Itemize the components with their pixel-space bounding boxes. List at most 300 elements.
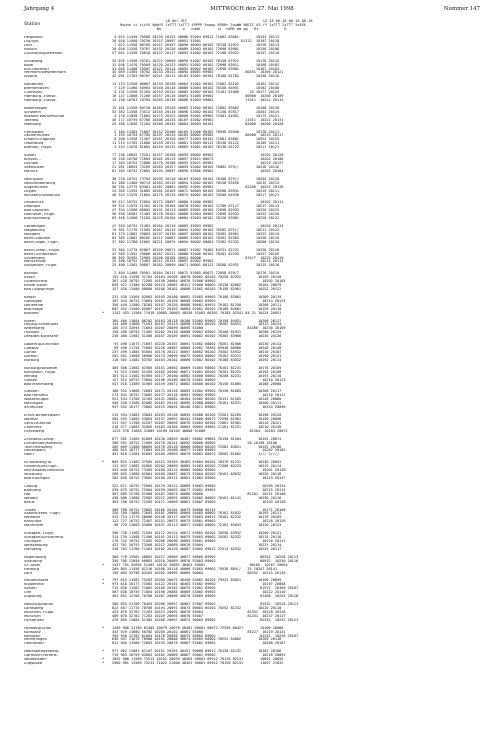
station-name: Lüdenscheid xyxy=(24,280,48,284)
observation-code: 607 452 11560 62007 10137 20103 40084 51002 60102 70188 84601 10159 20110 xyxy=(112,306,282,311)
observation-code: 273 542 16752 73602 10177 20110 40091 50002 69902 10216 20121 xyxy=(112,393,286,398)
observation-code: 7 129 11460 50904 10140 20118 40080 52004 60102 70158 84951 10182 20108 xyxy=(112,86,280,91)
observation-code: 461 852 12780 70706 10207 20096 40070 55005 69902 81408 10225 20118 xyxy=(112,594,299,599)
station-name: Memmingen xyxy=(24,638,47,642)
station-name: Wittenberg xyxy=(24,327,45,331)
station-marker: * xyxy=(102,657,105,662)
station-name: Ueckermünde xyxy=(24,134,50,138)
observation-code: 38 270 16752 73704 10195 20110 40103 52002 60102 70108 879// 10204 20120 xyxy=(112,176,280,181)
station-name: Konstanz xyxy=(24,630,41,634)
station-name: Norderney xyxy=(24,83,44,87)
station-name: Zinnwald-Georg. xyxy=(24,437,55,441)
observation-code: 96 729 11683 53006 10197 20113 40077 52003 60002 72181 83843 10220 20123 xyxy=(112,523,282,528)
observation-code: 265 609 11580 60605 10178 20110 40066 50003 60102 72582 83831 10192 20108 xyxy=(112,444,282,449)
date-label: MITTWOCH den 27. Mai 1998 xyxy=(210,6,294,12)
observation-code: 0 200 11558 71307 10187 20120 40077 51003 60102 71081 83801 10224 20125 xyxy=(112,137,280,142)
table-row xyxy=(24,406,484,410)
observation-code: 4 015 11450 70508 10139 20122 40086 52004 69912 71082 83801 10153 20113 xyxy=(112,35,280,39)
observation-code: 37 382 11780 52002 10221 20074 40094 50002 60002 75382 82332 10266 20134 xyxy=(112,239,280,244)
observation-code: 98 393 32992 72903 10200 20104 40091 50000 870/7 10225 20119 xyxy=(112,255,284,260)
station-name: Braunlage xyxy=(24,307,43,311)
station-name: Hannover, Flugh. xyxy=(24,213,56,217)
table-row xyxy=(24,383,484,387)
station-name: Meiningen xyxy=(24,402,44,406)
observation-code: 453 646 16752 73405 10160 20112 40085 50002 69902 10201 20120 xyxy=(112,468,286,473)
station-name: Brocken xyxy=(24,311,39,315)
observation-code: 111 637 11682 52002 10202 20099 40083 51003 60102 72308 82233 10215 20114 xyxy=(112,464,282,469)
observation-code: 231 438 11564 62002 10163 20106 40082 52003 69902 70108 83901 10209 20119 xyxy=(112,294,282,299)
observation-code: 396 738 11582 71204 10172 20124 40071 53003 60102 70258 83932 10200 20121 xyxy=(112,531,282,536)
table-row xyxy=(24,312,484,316)
station-name: Wendelstein xyxy=(24,658,47,662)
station-name: Schleswig xyxy=(24,59,43,63)
station-name: Aachen xyxy=(24,354,38,358)
station-name: Trier-Petrisberg xyxy=(24,445,52,449)
station-name: Landsberg xyxy=(24,606,44,610)
observation-code: 2960 981 11589 75212 11022 21008 48421 56001 69912 70128 82131 11027 21032 xyxy=(112,661,284,666)
station-name: Chemnitz xyxy=(24,425,42,429)
observation-code: 77 236 16652 73201 10157 20120 40095 50002 69902 10192 20120 xyxy=(112,153,284,158)
station-name: Bad Hersfeld xyxy=(24,394,48,398)
observation-code: 21 261 16654 73209 10183 20127 40093 52002 60102 76082 879// 10218 20116 xyxy=(112,164,280,169)
station-name: Weinbiet xyxy=(24,516,41,520)
station-marker: * xyxy=(102,661,105,666)
station-name: Hamburg.-Fuhlsb. xyxy=(24,95,57,99)
station-name: Augsburg xyxy=(24,595,42,599)
station-marker: * xyxy=(102,625,105,630)
station-name: Arkona xyxy=(24,75,37,79)
station-name: Mendig xyxy=(24,374,38,378)
observation-code: 31 046 11468 70507 10121 20114 40092 50002 60102 72698 83902 10167 20103 xyxy=(112,66,280,71)
station-name: Freudenstadt xyxy=(24,579,49,583)
observation-code: 977 962 11681 61107 10151 20101 48451 50006 69912 70138 82132 10162 20106 xyxy=(112,649,282,654)
observation-code: 567 838 16759 71004 10196 20085 40069 53002 69902 10222 20110 xyxy=(112,590,286,595)
table-row xyxy=(24,453,484,457)
table-row xyxy=(24,335,484,339)
station-name: Hamburg.-Fuhlsb. xyxy=(24,99,57,102)
observation-code: 95 317 16752 72004 10172 20097 40080 51006 69902 10192 20111 xyxy=(112,200,284,205)
station-name: Oschatz xyxy=(24,331,39,335)
station-name: Bad Lippspringe xyxy=(24,288,54,291)
observation-code: 485 506 11682 61905 10151 20082 40069 51003 60002 70181 81231 10176 20109 xyxy=(112,365,282,370)
station-name: Emden-Flugplatz xyxy=(24,138,56,142)
station-name: Brüssel... xyxy=(24,158,42,162)
station-name: Bad Kissingen xyxy=(24,477,50,480)
station-name: Sohlen xyxy=(24,587,37,591)
observation-code: 314 739 11588 71406 10191 20113 40075 54003 69002 70282 82332 10215 20118 xyxy=(112,535,282,540)
observation-code: 47 334 11560 60803 10191 20113 40082 53001 60102 72058 82933 10220 20125 xyxy=(112,208,280,213)
observation-code: 69 496 11794 71603 10226 20087 40089 52002 70382 85948 80900 10248 20140 xyxy=(112,346,282,351)
station-name: Berus xyxy=(24,500,35,504)
station-name: Schwerin xyxy=(24,110,41,114)
observation-code: 797 815 11582 75203 10205 20075 48458 53002 60102 79522 85051 10190 20099 xyxy=(112,578,282,583)
observation-code: 2 184 11465 71007 10152 20100 40105 51006 60102 76938 85940 10178 20111 xyxy=(112,129,280,134)
observation-code: 636 947 11675 70906 10191 20088 40074 55004 60902 70252 84802 10205 20118 xyxy=(112,637,282,642)
observation-code: 27 031 11558 70818 10137 20117 40093 51002 60102 72198 83922 10157 20116 xyxy=(112,50,280,55)
station-name: Michelstadt/Vielbrunn xyxy=(24,469,65,473)
column-header-line-1: 18 Uhr UTC 12-18 06-18 06-18 06-18 xyxy=(120,19,313,23)
table-row xyxy=(24,662,484,666)
station-name: Bremen, Flugh. xyxy=(24,146,53,150)
station-name: Angermünde xyxy=(24,185,48,189)
station-name: Hohenpeissenberg xyxy=(24,650,59,654)
observation-code: 186 532 11668 72603 10173 20110 40083 51002 69902 70158 81805 10208 20117 xyxy=(112,389,282,394)
station-marker: * xyxy=(102,582,105,587)
station-name: Dresden-Klotzsche xyxy=(24,335,59,339)
station-name: Magdeburg xyxy=(24,228,45,232)
observation-code: 315 554 11683 33003 10163 20136 40093 52008 60102 72581 82205 10196 20120 xyxy=(112,413,282,417)
issue-number: Nummer 147 xyxy=(443,6,480,12)
station-name: Cottbus xyxy=(24,347,39,351)
station-name: Oldenburg xyxy=(24,142,44,146)
station-name: Bocholt xyxy=(24,272,38,276)
observation-code: 167 444 16752 73004 10161 20120 40090 50002 69902 10214 20125 xyxy=(112,298,286,303)
station-name: Hof xyxy=(24,492,31,496)
observation-code: 380 853 31780 70403 10200 20097 40081 57007 69902 81332 10228 20111 xyxy=(112,602,299,606)
observation-code: 937 552 16177 73002 10115 20091 48446 53011 69902 10154 20096 xyxy=(112,405,286,410)
table-row xyxy=(24,548,484,552)
table-row xyxy=(24,642,484,646)
observation-code: 269 803 11458 81216 10166 20118 40066 51003 69902 79538 889// 25 10207 20141 xyxy=(112,566,278,571)
observation-code: 839 427 11386 62208 10119 20081 48421 51000 60602 70138 82602 10164 20079 xyxy=(112,283,282,288)
station-name: Husum xyxy=(24,47,37,51)
station-name: Neuburg/Donau xyxy=(24,603,54,606)
observation-code: 719 963 16759 63003 10182 20089 40067 53001 69902 10216 20091 xyxy=(112,653,286,658)
station-name: Feldberg/Schw. xyxy=(24,626,52,630)
observation-code: 202 501 11688 50906 10173 20099 40072 50004 60002 70181 83231 10190 20121 xyxy=(112,353,282,358)
observation-code: 366 776 12982 40802 10227 20089 40077 56005 69902 80332 10228 20113 xyxy=(112,554,299,559)
station-name: Kahler Asten xyxy=(24,284,48,288)
station-name: München xyxy=(24,614,41,618)
observation-code: 81 379 11862 70603 10197 20130 40097 50003 60102 70382 85961 10222 20119 xyxy=(112,231,280,236)
station-name: Stuttgart, Flugh. xyxy=(24,532,55,536)
observation-code: 84 385 11862 80202 10211 20087 40089 52003 60102 70282 84363 10228 20118 xyxy=(112,235,280,240)
observation-code: 921 544 11780 32105 10141 20082 48484 52002 60102 70151 81505 10146 20088 xyxy=(112,397,282,402)
station-name: Kiel-Holtenau xyxy=(24,67,49,71)
observation-code: 450 548 11580 62002 10161 20116 40092 52008 60002 70181 82531 10200 20111 xyxy=(112,401,282,406)
observation-code: 14 156 16703 70704 10169 20136 40086 51003 69002 11911 10222 20113 xyxy=(112,98,284,102)
station-name: Saarbrücken, Flugh. xyxy=(24,512,61,516)
observation-code: 56 291 12775 63401 10187 20081 40092 51001 69902 82206 10224 20126 xyxy=(112,184,284,189)
station-name: Gr. Arber xyxy=(24,563,41,567)
station-name: Osnabrück xyxy=(24,201,44,205)
observation-code: 79 361 11770 71503 10167 20114 40092 51002 60102 70282 875// 10211 20122 xyxy=(112,227,280,232)
station-name: Berlin-Tegel, Flugh. xyxy=(24,240,59,244)
station-name: Doberlug-Kirchhain xyxy=(24,343,60,347)
observation-code: 453 870 32782 71203 10223 20092 40070 55004 81331 10228 20118 xyxy=(112,609,286,614)
table-row xyxy=(24,52,484,56)
observation-code: 812 948 11560 72603 10193 20078 40067 53002 69902 10200 20107 xyxy=(112,641,286,646)
station-name: Köln/Bonn, Flugh. xyxy=(24,370,57,374)
observation-code: 237 499 11885 61004 10176 20122 40097 50002 60102 70382 84932 10216 20107 xyxy=(112,350,282,354)
observation-code: 19 240 16758 72004 10161 20113 40097 53011 60072 10202 20108 xyxy=(112,157,284,162)
observation-code: 56 338 16582 71405 10178 20101 40080 52004 60902 72098 82932 10222 20126 xyxy=(112,212,280,217)
station-name: Marnitz xyxy=(24,169,38,173)
observation-code: 156 805 32790 63203 10202 20095 40069 50004 80332 10215 20110 xyxy=(112,570,286,575)
table-row xyxy=(24,501,484,505)
station-name: Greifswald xyxy=(24,130,44,134)
observation-code: 1832 966 11589 75512 10102 20039 48463 56001 69912 70128 82131 10091 20055 xyxy=(112,657,284,662)
station-name: Lingen xyxy=(24,189,37,193)
observation-code: 418 577 11683 31005 10183 20104 40003 50003 69902 71181 81231 10210 20138 xyxy=(112,424,282,429)
observation-code: 150 480 16752 71402 10202 20116 40088 50002 69902 70108 81931 10206 20129 xyxy=(112,330,282,335)
volume-label: Jahrgang 4 xyxy=(24,6,55,12)
station-name: Neuruppin xyxy=(24,177,44,181)
table-row xyxy=(24,288,484,292)
station-name: Nürburg/Barweiler xyxy=(24,366,58,370)
table-row xyxy=(24,572,484,576)
observation-code: 1490 908 31780 81405 10079 20076 48461 56001 60072 72558 86427 10106 20066 xyxy=(112,625,284,630)
observation-code: 282 658 16752 73602 10196 20121 40081 51003 69902 10219 20127 xyxy=(112,476,286,480)
table-row xyxy=(24,359,484,363)
station-name: Ell.Bolzberg/Ta. xyxy=(24,461,53,465)
observation-code: 5 131 11558 81204 10153 20122 40083 52007 60102 71181 81000 25 10177 20124 xyxy=(112,90,280,95)
station-name: Fürstenzell xyxy=(24,618,44,622)
observation-code: 91 513 11582 51205 10185 20100 40071 51001 60102 70281 81231 10195 20100 xyxy=(112,369,282,374)
station-name: Weissenburg xyxy=(24,543,48,547)
table-row xyxy=(24,430,484,434)
table-row xyxy=(24,264,484,268)
station-name: Weimar xyxy=(24,417,39,421)
station-marker: * xyxy=(102,578,105,583)
station-name: Wasserkuppe xyxy=(24,398,49,402)
station-name: Soltau xyxy=(24,154,36,158)
observation-code: 356 449 11580 70204 10157 20120 40088 50001 69912 70182 81258 10206 20111 xyxy=(112,302,282,307)
observation-code: 35 059 11585 70702 10133 20122 40094 50001 69902 80551 10169 20121 xyxy=(112,70,284,75)
observation-code: 33 035 11556 70701 10122 20099 40099 51007 60102 70158 87922 10178 20112 xyxy=(112,58,280,63)
observation-code: 714 836 11582 71802 10160 20102 40075 51001 69902 81572 10169 20107 xyxy=(112,586,299,591)
observation-code: 25 400 11562 30807 10182 20099 40071 50001 60112 70208 82931 10215 20118 xyxy=(112,263,280,268)
observation-code: 268 655 11680 62004 10189 20097 40075 52004 60102 70181 83632 10220 20118 xyxy=(112,472,282,477)
observation-code: 705 940 12782 61004 10176 20095 40075 50002 69902 81232 10216 20107 xyxy=(112,633,299,638)
observation-code: 265 555 11682 33003 10157 20097 48441 53000 60072 72598 81901 10196 20096 xyxy=(112,416,282,421)
observation-code: 476 895 11684 51305 10208 20097 40074 50003 69902 82332 10232 20121 xyxy=(112,617,299,622)
station-name: Lüchow xyxy=(24,162,38,165)
station-name: Gießen xyxy=(24,378,38,382)
observation-code: 144 469 11860 71203 10197 20119 40098 51003 60102 70282 84931 10213 20124 xyxy=(112,322,282,327)
station-name: Görlitz xyxy=(24,351,37,354)
observation-code: 61 280 11460 90713 10183 20115 40094 51002 60102 70158 83920 10212 20113 xyxy=(112,180,280,185)
station-name: Helgoland xyxy=(24,36,43,39)
station-name: Leck xyxy=(24,43,33,47)
station-name: Essen xyxy=(24,276,35,280)
table-row xyxy=(24,595,484,599)
observation-code: 52 384 11770 62007 10220 20071 40087 51002 70482 84231 82231 10226 20118 xyxy=(112,247,280,252)
station-name: Diepholz xyxy=(24,205,41,209)
station-name: Tholey xyxy=(24,508,37,512)
observation-code: 164 460 11684 80702 10163 20118 40100 52002 69902 70158 84931 10200 20117 xyxy=(112,318,282,323)
observation-code: 877 582 11569 61809 10130 20093 48467 50002 69802 70158 81504 10192 20074 xyxy=(112,436,282,441)
observation-code: 622 857 11770 70706 10194 20091 40073 50003 60102 70252 81332 10220 20110 xyxy=(112,605,282,610)
station-name: Fichtelberg xyxy=(24,429,45,433)
observation-code: 239 675 16752 72004 10199 20092 40077 53001 69902 10225 20114 xyxy=(112,487,286,492)
station-column-label: Station xyxy=(24,22,41,27)
station-name: Freiburg xyxy=(24,567,40,571)
observation-code: 12 396 16752 73403 10211 20123 40097 52002 69902 10213 20113 xyxy=(112,259,284,264)
station-name: Kobe xyxy=(24,63,34,67)
observation-code: 4 170 11858 71004 10175 20122 40000 52001 69902 72581 84361 10175 20121 xyxy=(112,113,280,118)
station-name: Ulm xyxy=(24,591,32,595)
observation-code: 387 428 16752 72205 10156 20084 40076 51006 69902 10202 20105 xyxy=(112,279,286,284)
observation-code: 47 359 16752 71403 10184 20119 40089 53003 69902 10220 20113 xyxy=(112,224,284,228)
observation-code: 1142 453 11584 71918 10085 20063 48430 51003 60302 70184 82541 84 21 10124 20051 xyxy=(112,310,282,315)
station-name: Mannheim xyxy=(24,524,44,528)
station-name: Nürburg xyxy=(24,358,40,362)
station-name: Bremerhaven xyxy=(24,87,49,91)
observation-code: 3 224 11670 81003 10159 20132 40085 52001 60102 70138 81122 10211 20121 xyxy=(112,145,280,150)
station-marker: * xyxy=(102,310,105,315)
observation-code: 46 177 16759 67706 10208 20133 40107 52002 69902 11911 10222 20131 xyxy=(112,117,284,122)
table-row xyxy=(24,619,484,623)
observation-code: 83 348 11566 71203 10178 20104 40084 52003 60102 70128 83901 10220 20122 xyxy=(112,216,280,221)
observation-code: 11 113 11550 80607 10139 20130 40064 51002 60102 71082 85102 10161 20112 xyxy=(112,82,280,87)
station-name: Rostock-Warnemünde xyxy=(24,114,65,118)
station-name: Gera-Leumnitz xyxy=(24,421,52,425)
station-name: Nienburg xyxy=(24,122,41,126)
station-name: Glücksburg/Meierwik xyxy=(24,51,63,55)
station-name: Cuxhaven xyxy=(24,91,43,95)
observation-code: 157 430 11580 60806 10166 20101 40086 51002 60102 70158 82901 10152 20122 xyxy=(112,287,282,291)
station-name: Giessen xyxy=(24,390,39,394)
observation-code: 47 385 11552 70006 10187 20121 40088 52006 60102 70282 82293 10227 20126 xyxy=(112,251,280,256)
station-name: Straubing xyxy=(24,559,42,563)
station-name: Neubrandenburg xyxy=(24,181,56,185)
observation-code: 48 315 11570 71004 10175 20115 40074 50002 60102 70208 84930 10217 20121 xyxy=(112,192,280,197)
observation-code: 480 615 16777 72004 10132 20100 40077 51003 69902 10202 20102 xyxy=(112,448,286,453)
observation-code: 300 591 16752 71009 10170 20141 40092 50006 60902 28 10198 20108 xyxy=(112,440,278,445)
observation-code: 363 706 16752 72205 10171 20089 40061 53007 69902 10193 20120 xyxy=(112,499,286,504)
observation-code: 181 514 11582 61905 10177 20100 40082 54000 60002 70208 82231 10193 20110 xyxy=(112,373,282,378)
observation-code: 311 557 11788 42207 10207 20095 40076 52003 60102 72081 81901 10210 20121 xyxy=(112,420,282,425)
station-name: Leinefelde xyxy=(24,303,44,307)
station-name: Klippeneck xyxy=(24,583,45,587)
station-name: Düsseldorf, Flugh. xyxy=(24,264,58,268)
station-name: Deuselbach xyxy=(24,449,46,453)
observation-code: 973 818 16177 73403 10122 20101 48463 51002 69902 10197 20088 xyxy=(112,582,286,587)
observation-code: 443 929 11680 50702 10205 20102 40061 55000 85227 10219 20131 xyxy=(112,629,286,634)
observation-code: 1437 791 32694 51403 10132 20087 48461 55001 80102 10167 20064 xyxy=(112,562,288,567)
observation-code: 567 685 32786 51900 10187 20074 40080 50000 81201 10211 20108 xyxy=(112,491,286,496)
station-marker: * xyxy=(102,562,105,567)
observation-code: 350 788 12694 60803 10210 20089 40076 53003 69902 80932 10230 20116 xyxy=(112,558,299,563)
observation-code: 25 180 11858 71104 10180 20142 40084 50003 60102 82000 10200 20128 xyxy=(112,121,284,126)
station-name: Braunschweig xyxy=(24,217,50,221)
station-name: Kempten xyxy=(24,634,41,638)
observation-code: 16 147 11608 71206 10157 20116 40091 51005 69902 80900 10200 20109 xyxy=(112,94,284,99)
station-name: Hahn xyxy=(24,453,34,457)
station-name: Zugspitze xyxy=(24,662,43,666)
observation-code: 1213 578 11683 31005 10199 20104 48000 51000 81504 10184 20071 xyxy=(112,428,288,433)
station-name: Karlsruhe xyxy=(24,520,42,524)
observation-code: 97 490 11675 71607 10220 20107 40091 51002 60002 70281 81966 10230 20113 xyxy=(112,342,282,347)
station-name: Bad Salzuflen xyxy=(24,209,50,213)
station-name: Nürnberg xyxy=(24,547,42,551)
column-header-line-3: Ns n nddd ii sGRR mm gg Rt R xyxy=(120,27,287,31)
table-row xyxy=(24,170,484,174)
table-row xyxy=(24,194,484,198)
observation-code: 1 193 16759 67705 10197 20115 40105 50002 69902 80900 10219 20117 xyxy=(112,133,284,138)
station-name: Bamberg xyxy=(24,488,41,492)
observation-code: 489 870 32782 71203 10226 20094 40078 55007 81331 10237 20117 xyxy=(112,613,286,618)
station-name: Bad Marienberg xyxy=(24,382,54,386)
observation-code: 322 671 16752 72004 10179 20122 40089 53003 69902 10205 20114 xyxy=(112,483,286,488)
observation-code: 318 763 11780 71403 10182 20120 40087 53002 69912 72511 82332 10235 20117 xyxy=(112,546,282,551)
observation-code: 491 616 11584 61603 10169 20095 40079 50002 60072 70282 81802 1/// 2//// xyxy=(112,452,280,457)
observation-code: 11 215 11765 21006 10159 20111 40081 51003 60112 70138 81122 10185 20111 xyxy=(112,141,280,146)
station-name: Teterow xyxy=(24,118,39,122)
column-header-line-2: Rowhe ii iiiVV NddfS 1sTTT 2sTTT 4PPPP 5appp 6RRRt 7wwWW 8NCCC 03 ff 1sTTT 2sTTT 5sEEE xyxy=(120,23,307,27)
station-name: Erfurt-Bindersleben xyxy=(24,414,60,417)
station-name: Leipzig-Schkeuditz xyxy=(24,323,59,327)
station-name: Stuttgart/Schnarrenb. xyxy=(24,536,65,540)
table-row xyxy=(24,99,484,103)
observation-code: 386 708 16752 73602 10166 20104 40073 50006 60142 10171 20106 xyxy=(112,507,286,512)
station-name: Öhringen xyxy=(24,540,42,543)
observation-code: 53 162 11558 73512 10155 20116 40096 52002 60102 71158 87817 10201 20119 xyxy=(112,109,280,114)
station-name: Potsdam xyxy=(24,232,40,236)
observation-code: 547 516 11589 31905 10159 20072 40082 50000 60102 70158 81805 10188 20098 xyxy=(112,381,282,386)
observation-code: 17 263 16752 72008 10176 20108 40092 53011 69902 10219 20127 xyxy=(112,161,284,165)
observation-code: 116 503 11582 53702 10163 20102 40068 52002 60102 70188 83832 10192 20114 xyxy=(112,357,282,362)
station-name: Seehausen xyxy=(24,165,45,169)
station-name: Boltenhagen xyxy=(24,106,48,110)
observation-code: 28 026 11558 70707 10132 20126 40089 52003 60102 72098 83901 10150 20108 xyxy=(112,46,280,51)
station-name: München, Flugh. xyxy=(24,610,55,614)
table-row xyxy=(24,75,484,79)
observation-code: 127 515 16752 73004 10196 20100 40070 51001 69902 10210 20123 xyxy=(112,377,286,382)
observation-code: 422 761 16752 73508 10212 20089 40076 53004 10225 20114 xyxy=(112,542,282,547)
station-name: Weiden xyxy=(24,496,38,500)
station-name: Oberstdorf xyxy=(24,642,44,646)
station-name: Würzburg xyxy=(24,473,42,477)
table-row xyxy=(24,241,484,245)
observation-code: 230 488 11982 31306 10187 20109 40091 50002 60102 70382 83960 10230 20126 xyxy=(112,334,282,339)
table-row xyxy=(24,146,484,150)
station-name: Lahr xyxy=(24,571,33,575)
station-name: Lindenberg xyxy=(24,256,45,260)
table-row xyxy=(24,477,484,481)
station-name: Münster/Osnabrück xyxy=(24,193,61,197)
observation-code: 42 091 11762 60707 10121 20111 40103 52001 60102 70108 81702 10150 20110 xyxy=(112,74,280,79)
page-header xyxy=(24,6,480,16)
observation-code: 320 709 11680 72603 10181 20095 40069 54005 60002 70181 81832 10195 20111 xyxy=(112,511,282,516)
station-name: Coburg xyxy=(24,484,38,488)
station-name: List/Sylt xyxy=(24,39,39,43)
station-name: Schmücke xyxy=(24,406,43,410)
observation-code: 20 020 11460 70230 10157 20097 40091 51001 81222 10167 20118 xyxy=(112,38,280,43)
table-row xyxy=(24,123,484,127)
station-name: Berlin-Schönefeld xyxy=(24,252,57,256)
observation-code: 805 625 11482 37505 10113 20103 48462 52004 60102 70378 81231 10130 20091 xyxy=(112,460,282,465)
station-name: Berlin-Dahlem xyxy=(24,236,51,240)
station-marker: * xyxy=(102,460,105,465)
station-name: Gardelegen xyxy=(24,225,46,228)
station-name: Manschnow xyxy=(24,260,46,264)
observation-code: 105 474 32694 71603 10207 20099 40095 51000 84360 10230 20109 xyxy=(112,326,286,331)
station-name: Berlin-Temp., Flugh. xyxy=(24,248,61,252)
observation-code: 81 264 16752 72003 10193 20097 40099 53006 69902 10202 20104 xyxy=(112,168,284,173)
table-row xyxy=(24,524,484,528)
table-row xyxy=(24,217,484,221)
observation-code: 7 022 11550 80705 10147 20107 40090 50003 60102 78138 82922 10178 20113 xyxy=(112,42,280,47)
observation-code: 2 404 11460 70501 10164 20111 40072 51005 60072 72058 876/7 10176 20119 xyxy=(112,271,280,276)
observation-code: 24 305 11555 31805 10181 20103 40072 50003 60102 70208 83931 10219 20111 xyxy=(112,188,280,193)
observation-code: 39 321 11575 71202 10176 20104 40078 52002 60102 71706 871/7 10217 20113 xyxy=(112,204,280,209)
observation-code: 438 688 11680 72902 10222 20091 40081 54005 60002 70181 81141 10230 20116 xyxy=(112,495,282,500)
station-name: Göttingen xyxy=(24,299,43,303)
station-name: Lichtenhain/Mittelnd. xyxy=(24,441,63,445)
station-name: Frankfurt/M.Flugh. xyxy=(24,465,58,469)
